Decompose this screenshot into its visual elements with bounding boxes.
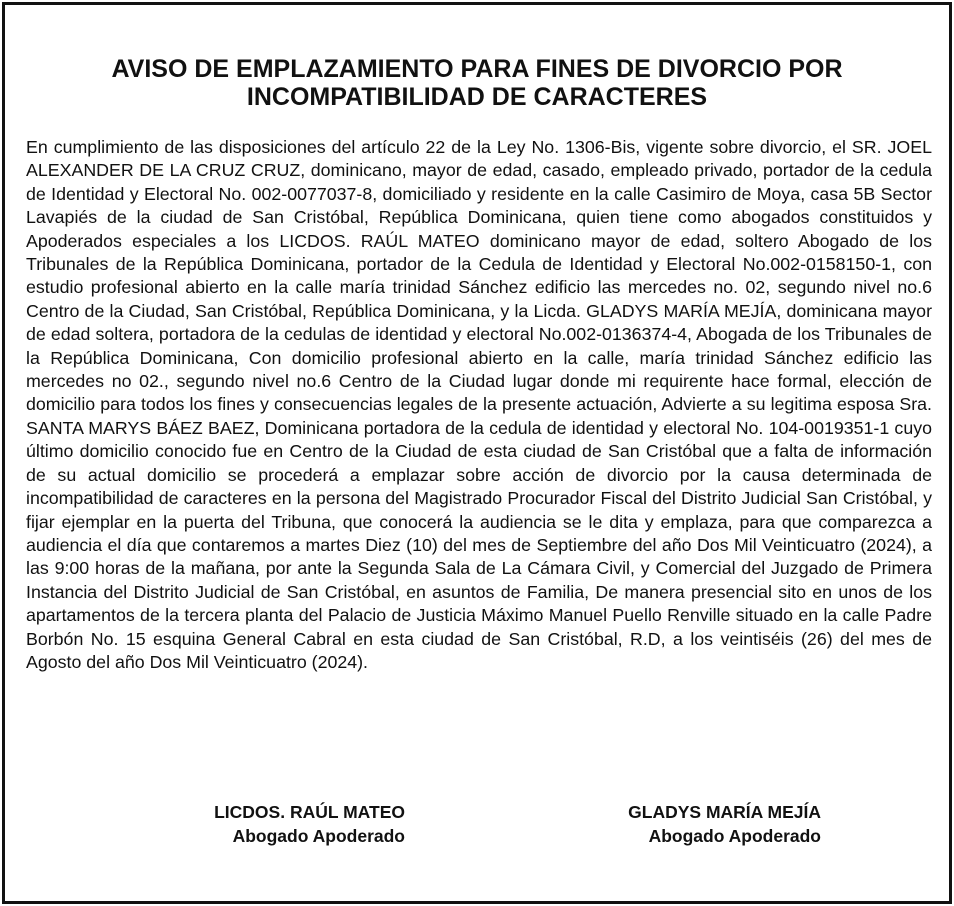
- notice-body: En cumplimiento de las disposiciones del artículo 22 de la Ley No. 1306-Bis, vigente sobre divorcio, el SR. JOEL ALEXANDER DE LA CRUZ CRUZ, dominicano, mayor de edad, casado, empleado privado, portador de la cedula de Identidad y Electoral No. 002-0077037-8, domiciliado y residente en la calle Casimiro de Moya, casa 5B Sector Lavapiés de la ciudad de San Cristóbal, República Dominicana, quien tiene como abogados constituidos y Apoderados especiales a los LICDOS. RAÚL MATEO dominicano mayor de edad, soltero Abogado de los Tribunales de la República Dominicana, portador de la Cedula de Identidad y Electoral No.002-0158150-1, con estudio profesional abierto en la calle maría trinidad Sánchez edificio las mercedes no. 02, segundo nivel no.6 Centro de la Ciudad, San Cristóbal, República Dominicana, y la Licda. GLADYS MARÍA MEJÍA, dominicana mayor de edad soltera, portadora de la cedulas de identidad y electoral No.002-0136374-4, Abogada de los Tribunales de la República Dominicana, Con domicilio profesional abierto en la calle, maría trinidad Sánchez edificio las mercedes no 02., segundo nivel no.6 Centro de la Ciudad lugar donde mi requirente hace formal, elección de domicilio para todos los fines y consecuencias legales de la presente actuación, Advierte a su legitima esposa Sra. SANTA MARYS BÁEZ BAEZ, Dominicana portadora de la cedula de identidad y electoral No. 104-0019351-1 cuyo último domicilio conocido fue en Centro de la Ciudad de esta ciudad de San Cristóbal que a falta de información de su actual domicilio se procederá a emplazar sobre acción de divorcio por la causa determinada de incompatibilidad de caracteres en la persona del Magistrado Procurador Fiscal del Distrito Judicial San Cristóbal, y fijar ejemplar en la puerta del Tribuna, que conocerá la audiencia se le dita y emplaza, para que comparezca a audiencia el día que contaremos a martes Diez (10) del mes de Septiembre del año Dos Mil Veinticuatro (2024), a las 9:00 horas de la mañana, por ante la Segunda Sala de La Cámara Civil, y Comercial del Juzgado de Primera Instancia del Distrito Judicial de San Cristóbal, en asuntos de Familia, De manera presencial sito en unos de los apartamentos de la tercera planta del Palacio de Justicia Máximo Manuel Puello Renville situado en la calle Padre Borbón No. 15 esquina General Cabral en esta ciudad de San Cristóbal, R.D, a los veintiséis (26) del mes de Agosto del año Dos Mil Veinticuatro (2024).: [26, 137, 932, 672]
- notice-title-line-1: AVISO DE EMPLAZAMIENTO PARA FINES DE DIVORCIO POR: [111, 55, 843, 83]
- notice-title: [25, 55, 929, 111]
- legal-notice-frame: [2, 2, 952, 904]
- signature-block-right: [545, 800, 821, 848]
- signature-name-left: LICDOS. RAÚL MATEO: [214, 802, 405, 822]
- signature-name-right: GLADYS MARÍA MEJÍA: [628, 802, 821, 822]
- signature-block-left: [125, 800, 405, 848]
- signature-role-right: Abogado Apoderado: [648, 826, 821, 846]
- signature-role-left: Abogado Apoderado: [232, 826, 405, 846]
- notice-title-line-2: INCOMPATIBILIDAD DE CARACTERES: [246, 83, 708, 111]
